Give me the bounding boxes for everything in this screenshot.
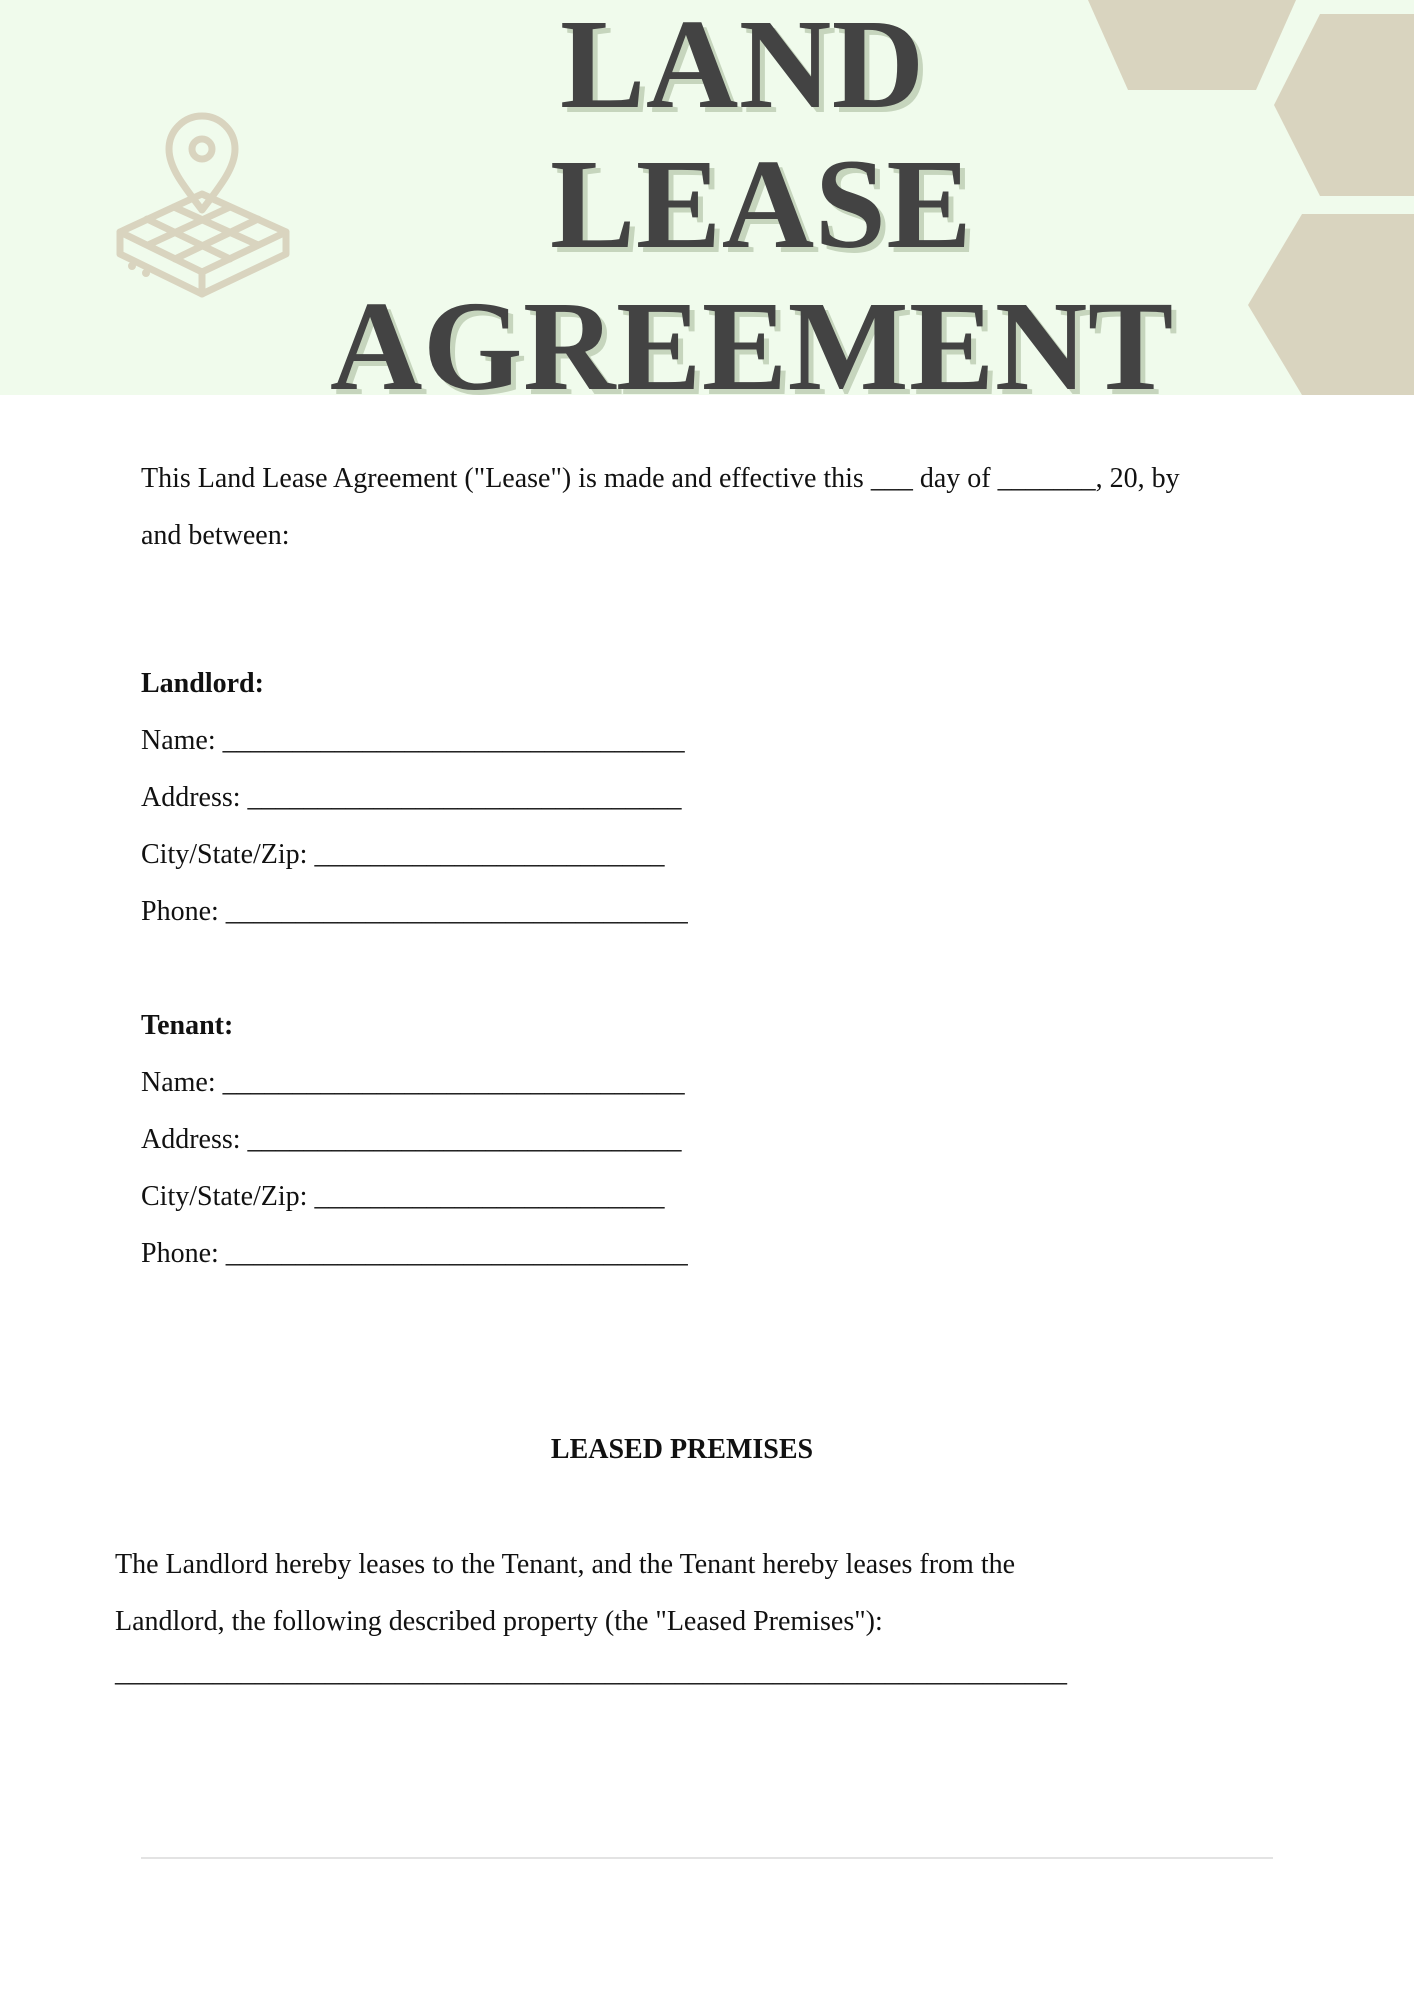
- hexagon-shape-right-bottom: [1248, 214, 1414, 395]
- intro-paragraph-line-2: and between:: [141, 520, 290, 551]
- tenant-name-field[interactable]: Name: _________________________________: [141, 1067, 685, 1098]
- header-banner: [0, 0, 1414, 395]
- intro-paragraph-line-1: This Land Lease Agreement ("Lease") is made and effective this ___ day of _______, 20, by: [141, 463, 1180, 494]
- tenant-address-field[interactable]: Address: _______________________________: [141, 1124, 682, 1155]
- hexagon-shape-top: [1088, 0, 1296, 90]
- leased-premises-heading: LEASED PREMISES: [550, 1434, 814, 1465]
- leased-premises-paragraph-line-1: The Landlord hereby leases to the Tenant, and the Tenant hereby leases from the: [115, 1549, 1016, 1580]
- document-title-line-3: AGREEMENT: [330, 275, 1174, 395]
- landlord-phone-field[interactable]: Phone: _________________________________: [141, 896, 688, 927]
- document-title-line-2: LEASE: [550, 133, 973, 275]
- tenant-phone-field[interactable]: Phone: _________________________________: [141, 1238, 688, 1269]
- landlord-name-field[interactable]: Name: _________________________________: [141, 725, 685, 756]
- tenant-city-state-zip-field[interactable]: City/State/Zip: _________________________: [141, 1181, 665, 1212]
- tenant-heading: Tenant:: [141, 1010, 234, 1041]
- map-location-grid-icon: [110, 112, 300, 317]
- hexagon-shape-right-top: [1274, 14, 1414, 196]
- landlord-heading: Landlord:: [141, 668, 264, 699]
- landlord-address-field[interactable]: Address: _______________________________: [141, 782, 682, 813]
- leased-premises-paragraph-line-2: Landlord, the following described property (the "Leased Premises"):: [115, 1606, 883, 1637]
- leased-premises-description-field[interactable]: ____________________________________________________________________: [115, 1657, 1067, 1688]
- footer-divider: [141, 1857, 1273, 1859]
- document-title-line-1: LAND: [560, 0, 925, 135]
- landlord-city-state-zip-field[interactable]: City/State/Zip: _________________________: [141, 839, 665, 870]
